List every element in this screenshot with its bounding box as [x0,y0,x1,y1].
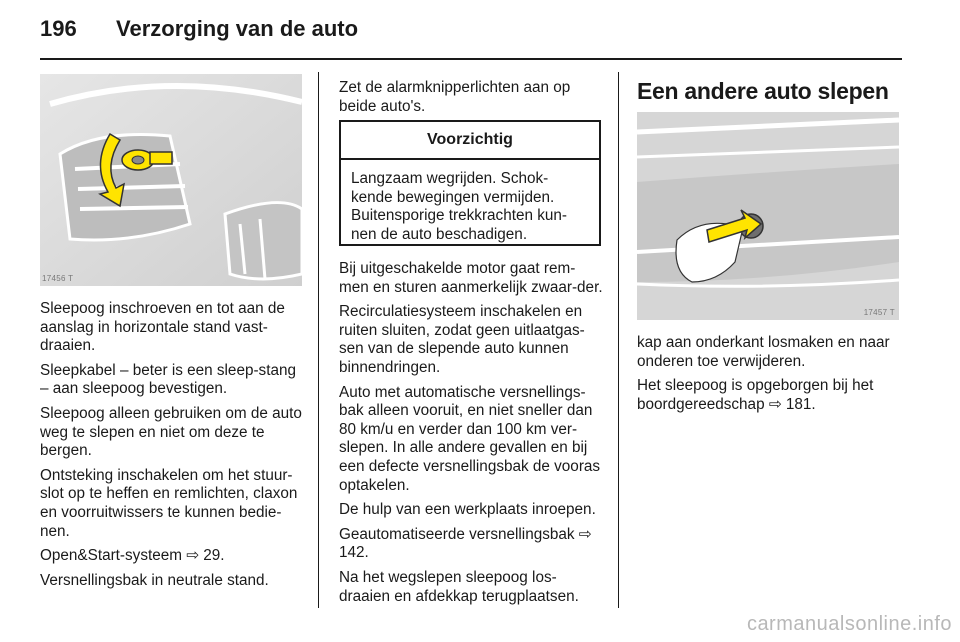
paragraph: Sleepkabel – beter is een sleep-stang – aan sleepoog bevestigen. [40,361,296,398]
caution-text: Langzaam wegrijden. Schok-kende bewegingen vermijden. Buitensporige trekkrachten kun-nen de auto beschadigen. [351,170,567,243]
figure-number: 17457 T [863,308,895,317]
page-number: 196 [40,16,77,41]
paragraph: Na het wegslepen sleepoog los-draaien en afdekkap terugplaatsen. [339,568,579,605]
paragraph: Het sleepoog is opgeborgen bij het boordgereedschap ⇨ 181. [637,377,874,413]
paragraph: Bij uitgeschakelde motor gaat rem-men en sturen aanmerkelijk zwaar-der. [339,260,603,296]
section-title: Een andere auto slepen [637,78,889,104]
column-divider-2 [618,72,619,608]
column-1-text [40,300,304,596]
paragraph: Auto met automatische versnellings-bak alleen vooruit, en niet sneller dan 80 km/u en verder dan 100 km ver-slepen. In alle andere gevallen en bij een defecte versnellingsbak de vooras optakelen. [339,383,601,494]
paragraph: Sleepoog alleen gebruiken om de auto weg te slepen en niet om deze te bergen. [40,404,302,460]
paragraph: Versnellingsbak in neutrale stand. [40,571,269,589]
column-2-intro [339,79,601,122]
column-divider-1 [318,72,319,608]
caution-title: Voorzichtig [341,122,599,160]
header-rule [40,58,902,60]
tow-eye-illustration [40,74,302,286]
watermark: carmanualsonline.info [746,613,952,635]
paragraph: Ontsteking inschakelen om het stuur-slot op te heffen en remlichten, claxon en voorruitwissers te kunnen bedie-nen. [40,466,298,540]
paragraph: Geautomatiseerde versnellingsbak ⇨ 142. [339,525,592,562]
paragraph: kap aan onderkant losmaken en naar onderen toe verwijderen. [637,334,890,370]
caution-box [339,120,601,246]
figure-tow-eye-front [40,74,302,286]
paragraph: Zet de alarmknipperlichten aan op beide auto's. [339,79,571,115]
paragraph: Open&Start-systeem ⇨ 29. [40,547,225,565]
paragraph: Sleepoog inschroeven en tot aan de aanslag in horizontale stand vast-draaien. [40,300,285,355]
paragraph: De hulp van een werkplaats inroepen. [339,501,596,519]
chapter-title: Verzorging van de auto [116,16,359,41]
page-header [40,16,902,52]
figure-number: 17456 T [42,274,74,283]
column-2-text [339,260,605,612]
paragraph: Recirculatiesysteem inschakelen en ruiten sluiten, zodat geen uitlaatgas-sen van de slepende auto kunnen binnendringen. [339,303,585,376]
figure-tow-eye-rear [637,112,899,320]
bumper-cover-illustration [637,112,899,320]
column-3-text [637,334,907,420]
